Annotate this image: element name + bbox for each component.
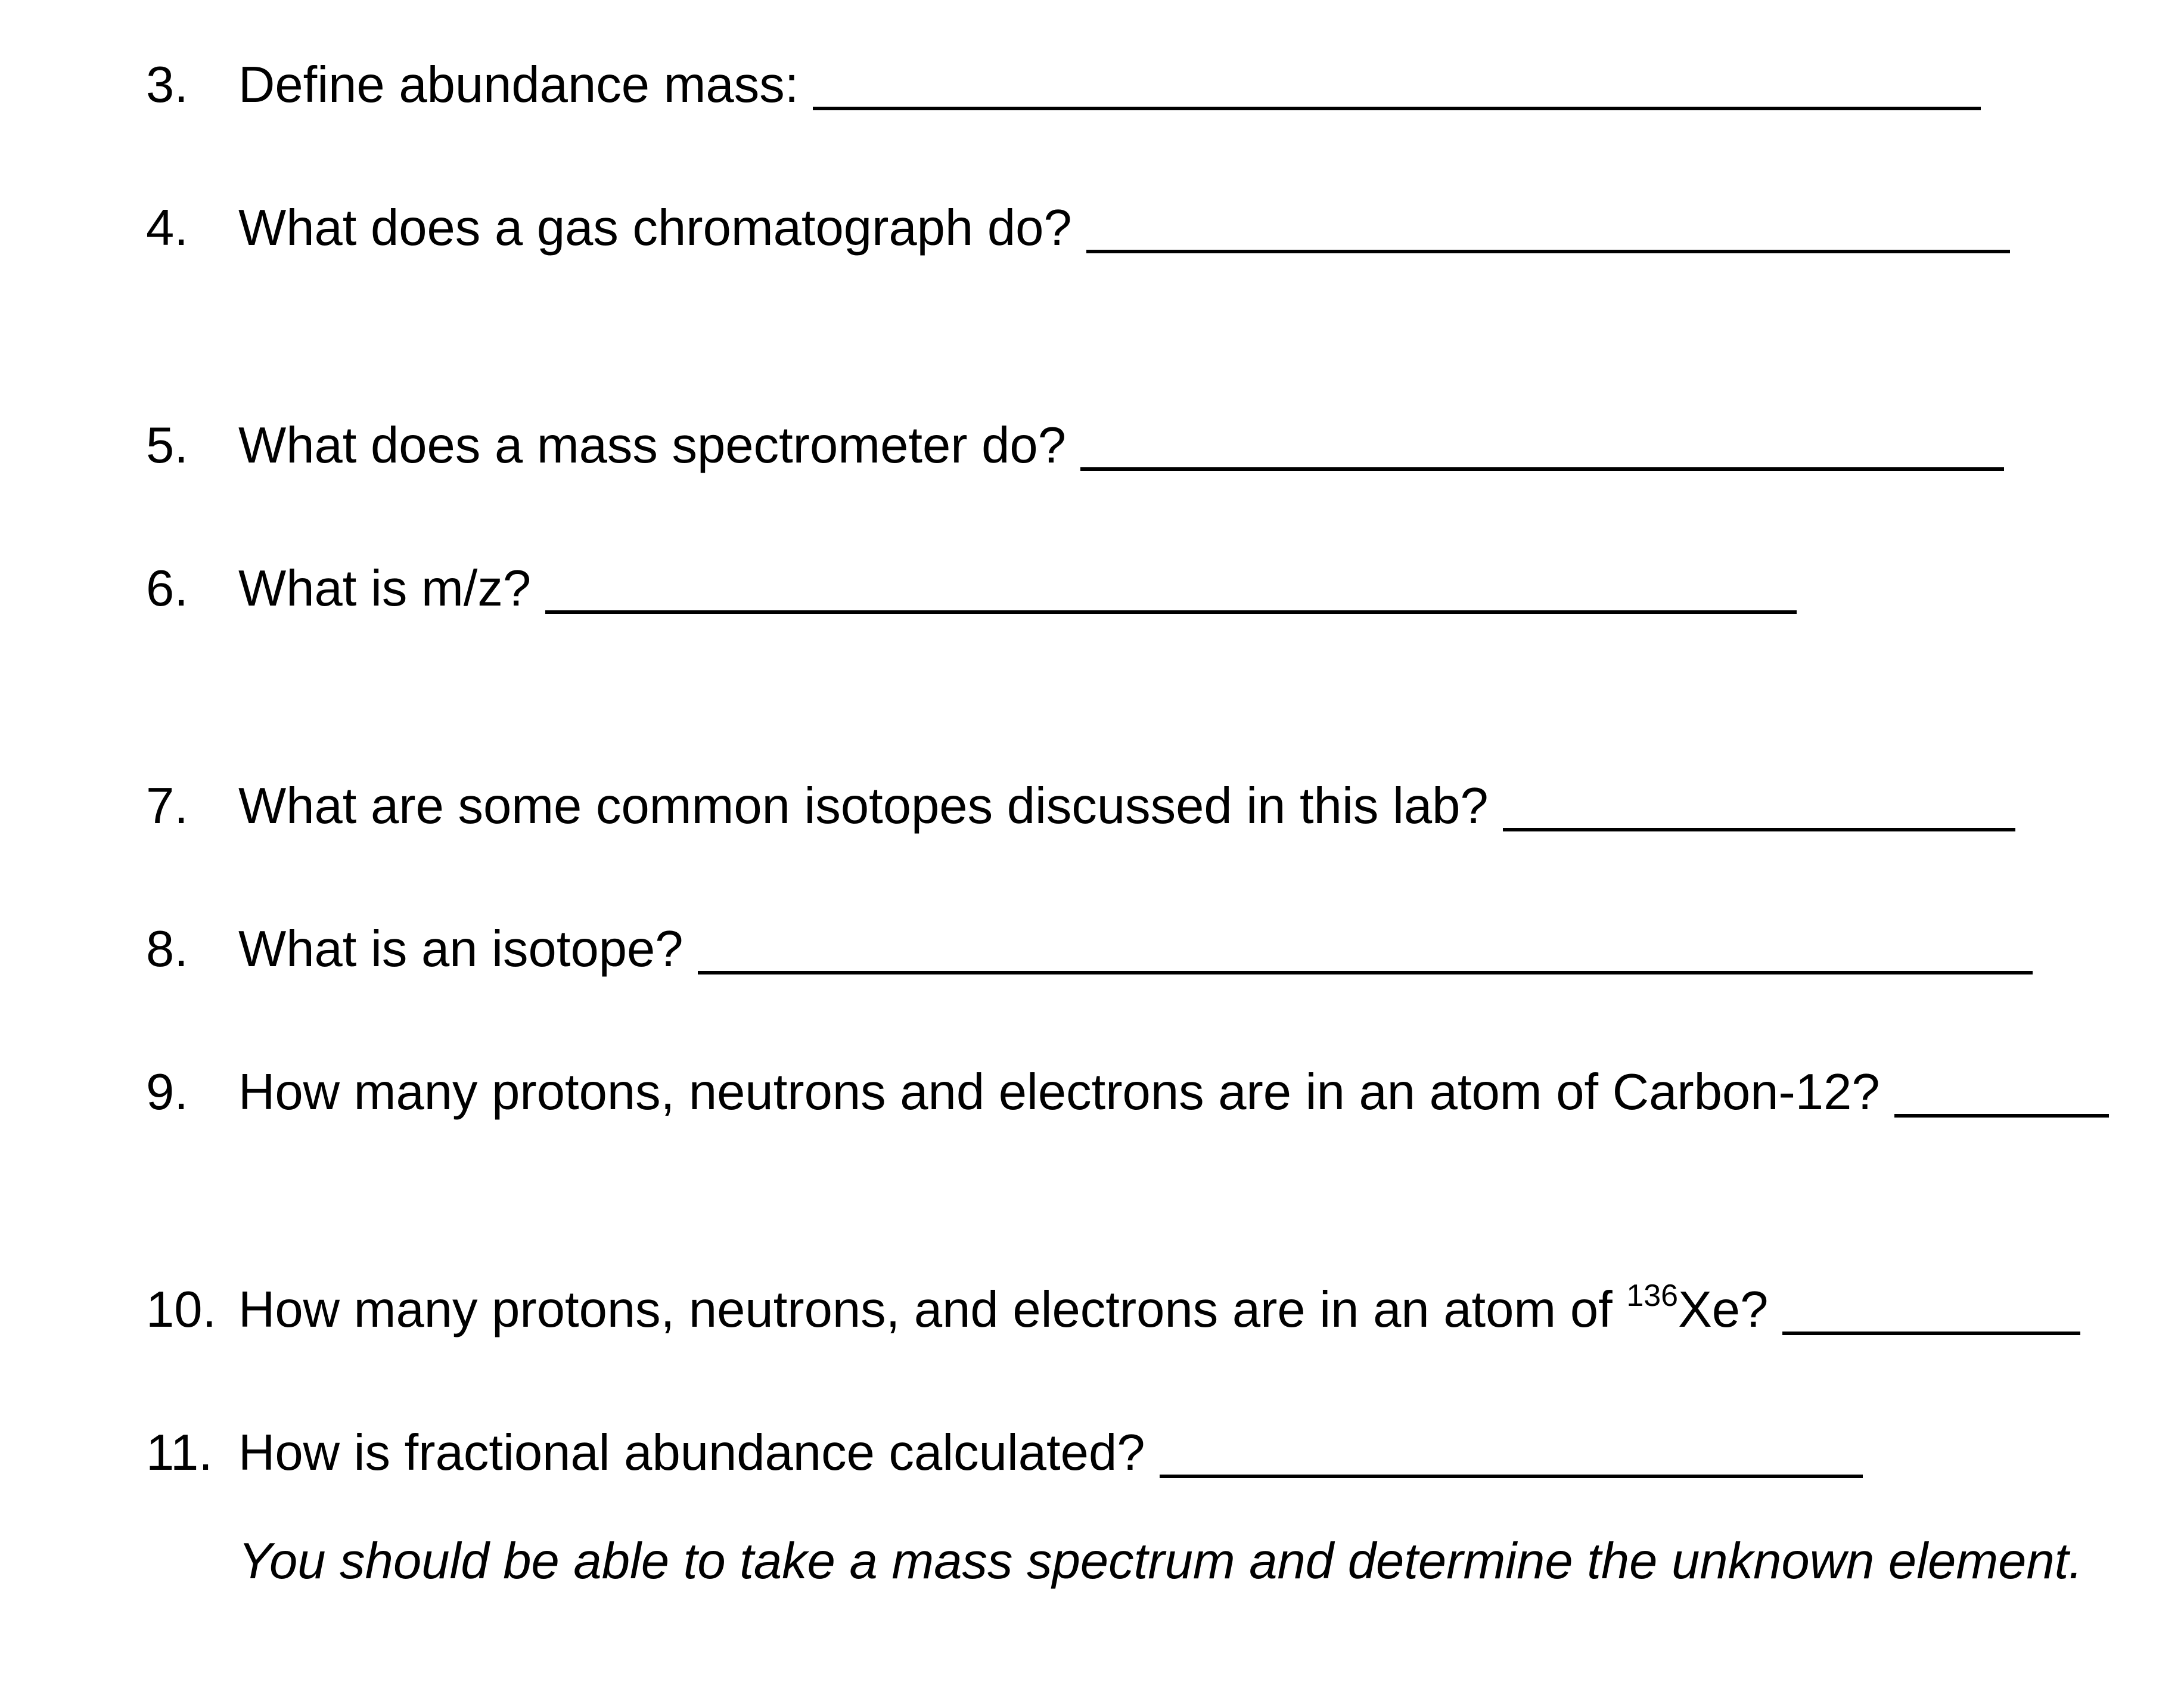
answer-blank[interactable] [545, 563, 1797, 614]
question-number: 3. [146, 57, 188, 113]
question-10 [146, 1275, 2080, 1340]
question-number: 7. [146, 778, 188, 834]
question-number: 4. [146, 200, 188, 256]
answer-blank[interactable] [1086, 202, 2010, 253]
question-text: What is an isotope? [238, 921, 684, 977]
answer-blank[interactable] [1894, 1066, 2109, 1118]
question-11 [146, 1419, 1863, 1483]
question-text: What does a gas chromatograph do? [238, 200, 1072, 256]
closing-note: You should be able to take a mass spectrum and determine the unknown element. [238, 1533, 2083, 1590]
question-6 [146, 554, 1797, 619]
question-number: 8. [146, 921, 188, 977]
question-text: Define abundance mass: [238, 57, 799, 113]
question-number: 9. [146, 1064, 188, 1121]
question-text [238, 1280, 1768, 1340]
question-text: What are some common isotopes discussed in this lab? [238, 778, 1489, 834]
answer-blank[interactable] [698, 923, 2033, 974]
question-text: What is m/z? [238, 560, 532, 617]
question-8 [146, 915, 2033, 979]
question-9 [146, 1058, 2109, 1122]
question-3 [146, 51, 1981, 115]
question-text-before: How many protons, neutrons, and electrons are in an atom of [238, 1281, 1613, 1338]
question-text: What does a mass spectrometer do? [238, 417, 1066, 474]
question-7 [146, 772, 2015, 836]
question-number: 5. [146, 417, 188, 474]
question-4 [146, 194, 2010, 258]
question-text: How is fractional abundance calculated? [238, 1424, 1145, 1481]
question-number: 11. [146, 1424, 213, 1481]
mass-number-superscript: 136 [1626, 1278, 1679, 1313]
answer-blank[interactable] [813, 59, 1981, 110]
question-number: 6. [146, 560, 188, 617]
element-symbol: Xe? [1678, 1281, 1769, 1338]
answer-blank[interactable] [1503, 780, 2015, 831]
question-number: 10. [146, 1281, 217, 1338]
answer-blank[interactable] [1782, 1284, 2080, 1335]
answer-blank[interactable] [1160, 1427, 1863, 1478]
question-text: How many protons, neutrons and electrons are in an atom of Carbon-12? [238, 1064, 1880, 1121]
answer-blank[interactable] [1080, 420, 2004, 471]
question-5 [146, 411, 2004, 476]
